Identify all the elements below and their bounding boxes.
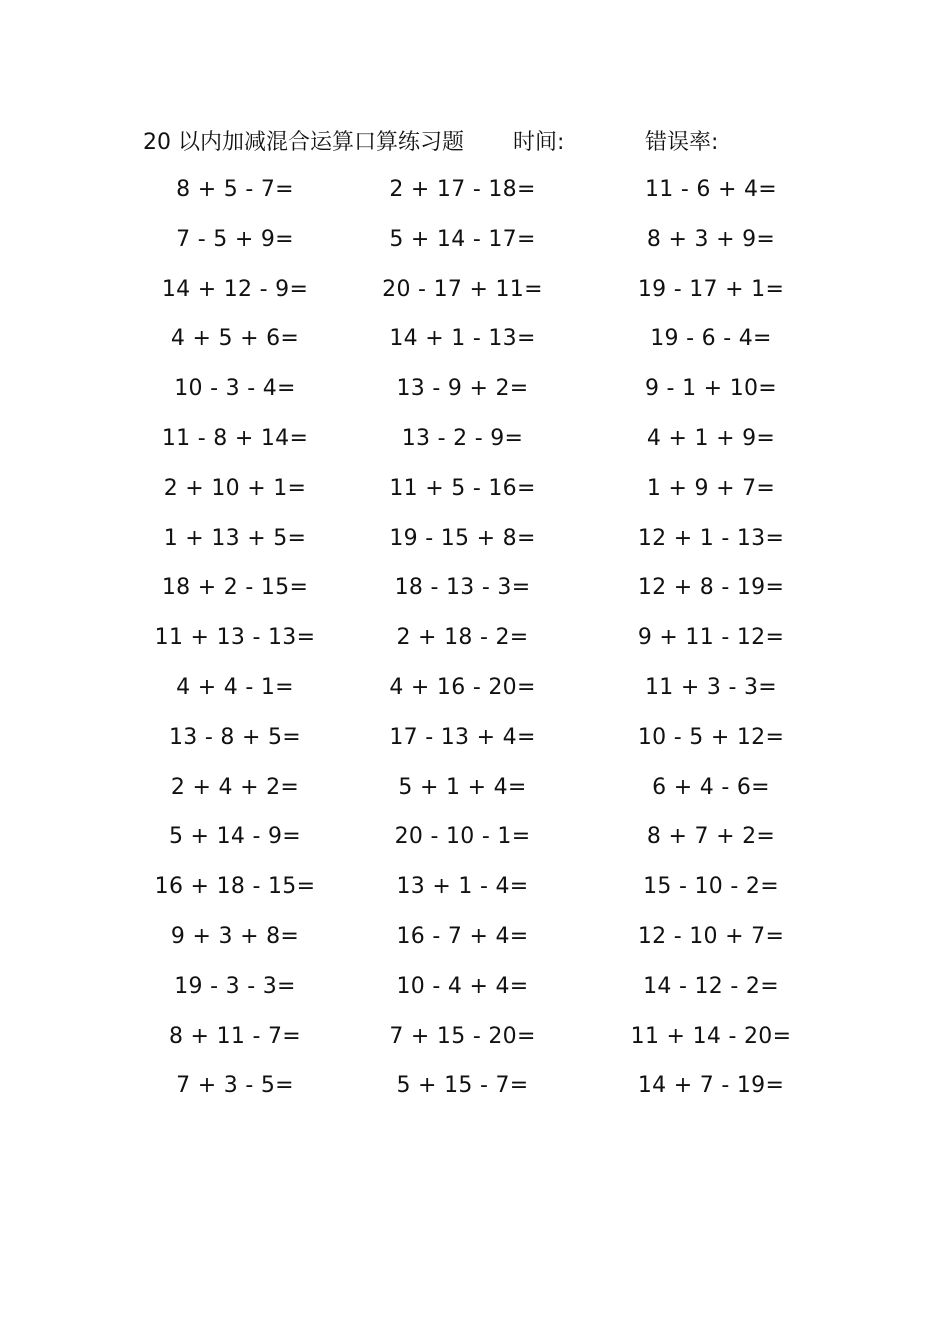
- problem: 19 - 3 - 3=: [174, 973, 296, 999]
- problem: 17 - 13 + 4=: [389, 724, 536, 750]
- problem: 12 + 1 - 13=: [637, 525, 785, 551]
- problem: 1 + 9 + 7=: [646, 475, 776, 501]
- problem: 8 + 11 - 7=: [168, 1023, 302, 1049]
- problem: 14 - 12 - 2=: [643, 973, 779, 999]
- problem: 11 - 6 + 4=: [644, 177, 778, 202]
- problem: 4 + 5 + 6=: [170, 326, 300, 352]
- problem: 18 - 13 - 3=: [394, 575, 531, 601]
- worksheet-title: 20 以内加减混合运算口算练习题: [143, 130, 464, 155]
- problem-grid: [0, 170, 950, 1116]
- problem-row: [0, 519, 950, 569]
- problem: 10 - 4 + 4=: [396, 973, 529, 999]
- problem: 12 + 8 - 19=: [637, 575, 785, 601]
- problem-row: [0, 319, 950, 369]
- problem: 10 - 3 - 4=: [174, 376, 296, 402]
- problem: 16 + 18 - 15=: [154, 874, 316, 900]
- problem: 13 - 8 + 5=: [168, 724, 302, 750]
- problem: 5 + 14 - 9=: [168, 824, 302, 850]
- problem: 2 + 10 + 1=: [163, 475, 307, 501]
- problem: 8 + 3 + 9=: [646, 226, 776, 252]
- problem: 14 + 12 - 9=: [161, 276, 309, 302]
- problem: 19 - 17 + 1=: [637, 276, 785, 302]
- problem: 5 + 15 - 7=: [396, 1073, 529, 1099]
- problem: 7 + 15 - 20=: [389, 1023, 536, 1049]
- problem: 10 - 5 + 12=: [637, 724, 785, 750]
- problem: 14 + 1 - 13=: [389, 326, 536, 352]
- time-label: 时间:: [513, 130, 565, 155]
- problem: 11 - 8 + 14=: [161, 425, 309, 451]
- problem-row: [0, 170, 950, 220]
- problem: 19 - 6 - 4=: [650, 326, 772, 352]
- problem-row: [0, 469, 950, 519]
- problem: 7 - 5 + 9=: [176, 226, 294, 252]
- problem: 5 + 14 - 17=: [389, 226, 536, 252]
- problem-row: [0, 220, 950, 270]
- problem: 1 + 13 + 5=: [163, 525, 307, 551]
- problem: 14 + 7 - 19=: [637, 1073, 785, 1099]
- problem: 11 + 13 - 13=: [154, 625, 316, 651]
- problem-row: [0, 768, 950, 818]
- problem: 4 + 1 + 9=: [646, 425, 776, 451]
- problem-row: [0, 917, 950, 967]
- problem: 13 - 9 + 2=: [396, 376, 529, 402]
- problem: 13 + 1 - 4=: [396, 874, 529, 900]
- problem: 12 - 10 + 7=: [637, 923, 785, 949]
- error-rate-label: 错误率:: [645, 130, 719, 155]
- problem: 4 + 16 - 20=: [389, 674, 536, 700]
- problem: 16 - 7 + 4=: [396, 923, 529, 949]
- problem: 19 - 15 + 8=: [389, 525, 536, 551]
- problem-row: [0, 1017, 950, 1067]
- problem-row: [0, 817, 950, 867]
- problem: 11 + 14 - 20=: [630, 1023, 792, 1049]
- problem-row: [0, 568, 950, 618]
- problem: 8 + 5 - 7=: [176, 177, 294, 202]
- problem: 9 + 3 + 8=: [170, 923, 300, 949]
- problem: 11 + 3 - 3=: [644, 674, 778, 700]
- problem: 9 + 11 - 12=: [637, 625, 785, 651]
- problem: 11 + 5 - 16=: [389, 475, 536, 501]
- problem: 4 + 4 - 1=: [176, 674, 294, 700]
- problem-row: [0, 419, 950, 469]
- problem: 2 + 18 - 2=: [396, 625, 529, 651]
- problem: 6 + 4 - 6=: [652, 774, 770, 800]
- problem: 13 - 2 - 9=: [401, 425, 524, 451]
- problem: 2 + 4 + 2=: [170, 774, 300, 800]
- problem: 5 + 1 + 4=: [398, 774, 527, 800]
- problem: 8 + 7 + 2=: [646, 824, 776, 850]
- problem-row: [0, 618, 950, 668]
- problem-row: [0, 967, 950, 1017]
- problem-row: [0, 867, 950, 917]
- problem: 9 - 1 + 10=: [644, 376, 778, 402]
- problem: 20 - 17 + 11=: [382, 276, 543, 302]
- problem: 18 + 2 - 15=: [161, 575, 309, 601]
- problem-row: [0, 668, 950, 718]
- problem: 7 + 3 - 5=: [176, 1073, 294, 1099]
- problem: 20 - 10 - 1=: [394, 824, 531, 850]
- problem-row: [0, 369, 950, 419]
- problem-row: [0, 270, 950, 320]
- problem: 2 + 17 - 18=: [389, 177, 536, 202]
- problem-row: [0, 718, 950, 768]
- problem: 15 - 10 - 2=: [643, 874, 779, 900]
- worksheet-header: [0, 126, 950, 160]
- problem-row: [0, 1066, 950, 1116]
